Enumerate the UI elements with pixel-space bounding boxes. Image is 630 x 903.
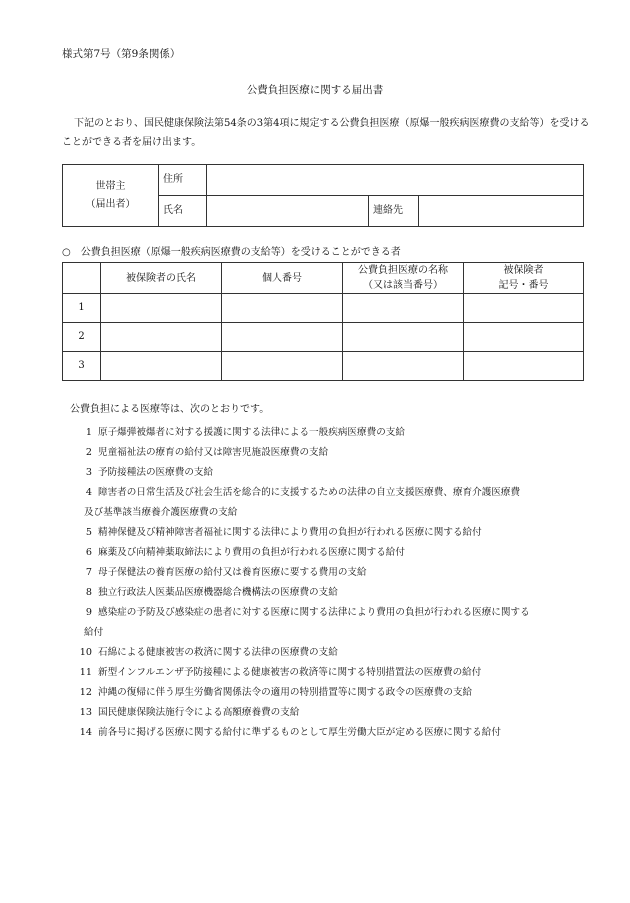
insured-name-field[interactable] bbox=[101, 352, 222, 381]
program-field[interactable] bbox=[343, 352, 464, 381]
individual-number-field[interactable] bbox=[222, 352, 343, 381]
name-label: 氏名 bbox=[159, 196, 207, 227]
table-row bbox=[63, 294, 584, 323]
item-text: 独立行政法人医薬品医療機器総合機構法の医療費の支給 bbox=[98, 587, 338, 598]
contact-label: 連絡先 bbox=[369, 196, 419, 227]
name-field[interactable] bbox=[207, 196, 369, 227]
item-number: 11 bbox=[79, 667, 92, 678]
list-item bbox=[78, 443, 598, 463]
item-number: 1 bbox=[85, 427, 92, 438]
address-label: 住所 bbox=[159, 165, 207, 196]
table-row bbox=[63, 323, 584, 352]
list-item bbox=[78, 523, 598, 543]
insured-name-header: 被保険者の氏名 bbox=[101, 263, 222, 294]
row-number: 2 bbox=[63, 323, 101, 352]
insured-id-field[interactable] bbox=[464, 294, 584, 323]
recipients-table bbox=[62, 262, 584, 381]
list-item bbox=[78, 463, 598, 483]
recipients-section-heading: ○ 公費負担医療（原爆一般疾病医療費の支給等）を受けることができる者 bbox=[62, 247, 401, 258]
contact-field[interactable] bbox=[419, 196, 584, 227]
item-number: 9 bbox=[85, 607, 92, 618]
item-number: 3 bbox=[85, 467, 92, 478]
list-item bbox=[78, 583, 598, 603]
item-text-continued: 及び基準該当療養介護医療費の支給 bbox=[84, 507, 238, 518]
applicant-table bbox=[62, 164, 584, 227]
item-number: 8 bbox=[85, 587, 92, 598]
programs-list bbox=[78, 423, 598, 743]
item-text: 麻薬及び向精神薬取締法により費用の負担が行われる医療に関する給付 bbox=[98, 547, 405, 558]
list-item bbox=[78, 643, 598, 663]
list-item bbox=[78, 543, 598, 563]
item-text-continued: 給付 bbox=[84, 627, 104, 638]
program-field[interactable] bbox=[343, 294, 464, 323]
intro-paragraph: 下記のとおり、国民健康保険法第54条の3第4項に規定する公費負担医療（原爆一般疾病医療費の支給等）を受けることができる者を届け出ます。 bbox=[62, 118, 590, 148]
item-number: 4 bbox=[85, 487, 92, 498]
list-item bbox=[78, 603, 598, 643]
item-number: 2 bbox=[85, 447, 92, 458]
item-text: 前各号に掲げる医療に関する給付に準ずるものとして厚生労働大臣が定める医療に関する給付 bbox=[98, 727, 501, 738]
item-text: 障害者の日常生活及び社会生活を総合的に支援するための法律の自立支援医療費、療育介護医療費 bbox=[98, 487, 521, 498]
individual-number-header: 個人番号 bbox=[222, 263, 343, 294]
address-field[interactable] bbox=[207, 165, 584, 196]
list-item bbox=[78, 423, 598, 443]
insured-id-field[interactable] bbox=[464, 323, 584, 352]
item-text: 新型インフルエンザ予防接種による健康被害の救済等に関する特別措置法の医療費の給付 bbox=[98, 667, 482, 678]
insured-id-header bbox=[464, 263, 584, 294]
program-field[interactable] bbox=[343, 323, 464, 352]
list-item bbox=[78, 663, 598, 683]
row-number-header bbox=[63, 263, 101, 294]
insured-id-header-line2: 記号・番号 bbox=[498, 280, 549, 291]
item-number: 10 bbox=[79, 647, 92, 658]
householder-label: 世帯主 bbox=[95, 180, 126, 192]
item-number: 12 bbox=[79, 687, 92, 698]
item-number: 13 bbox=[79, 707, 92, 718]
recipients-header-row bbox=[63, 263, 584, 294]
individual-number-field[interactable] bbox=[222, 323, 343, 352]
notifier-label: （届出者） bbox=[85, 198, 136, 210]
item-text: 母子保健法の養育医療の給付又は養育医療に要する費用の支給 bbox=[98, 567, 367, 578]
program-header-line1: 公費負担医療の名称 bbox=[358, 265, 448, 276]
program-header-line2: （又は該当番号） bbox=[363, 280, 443, 291]
item-number: 6 bbox=[85, 547, 92, 558]
document-title: 公費負担医療に関する届出書 bbox=[246, 84, 384, 96]
insured-name-field[interactable] bbox=[101, 294, 222, 323]
item-text: 沖縄の復帰に伴う厚生労働省関係法令の適用の特別措置等に関する政令の医療費の支給 bbox=[98, 687, 473, 698]
item-text: 児童福祉法の療育の給付又は障害児施設医療費の支給 bbox=[98, 447, 329, 458]
item-number: 14 bbox=[79, 727, 92, 738]
list-item bbox=[78, 563, 598, 583]
row-number: 3 bbox=[63, 352, 101, 381]
item-text: 感染症の予防及び感染症の患者に対する医療に関する法律により費用の負担が行われる医療に関する bbox=[98, 607, 530, 618]
program-header bbox=[343, 263, 464, 294]
item-number: 7 bbox=[85, 567, 92, 578]
insured-id-header-line1: 被保険者 bbox=[503, 265, 544, 276]
item-text: 国民健康保険法施行令による高額療養費の支給 bbox=[98, 707, 300, 718]
item-text: 予防接種法の医療費の支給 bbox=[98, 467, 214, 478]
item-number: 5 bbox=[85, 527, 92, 538]
individual-number-field[interactable] bbox=[222, 294, 343, 323]
item-text: 原子爆弾被爆者に対する援護に関する法律による一般疾病医療費の支給 bbox=[98, 427, 405, 438]
programs-heading: 公費負担による医療等は、次のとおりです。 bbox=[70, 404, 270, 415]
list-item bbox=[78, 683, 598, 703]
item-text: 精神保健及び精神障害者福祉に関する法律により費用の負担が行われる医療に関する給付 bbox=[98, 527, 482, 538]
form-number: 様式第7号（第9条関係） bbox=[62, 48, 181, 60]
insured-name-field[interactable] bbox=[101, 323, 222, 352]
table-row bbox=[63, 352, 584, 381]
list-item bbox=[78, 703, 598, 723]
list-item bbox=[78, 483, 598, 523]
item-text: 石綿による健康被害の救済に関する法律の医療費の支給 bbox=[98, 647, 338, 658]
list-item bbox=[78, 723, 598, 743]
insured-id-field[interactable] bbox=[464, 352, 584, 381]
row-number: 1 bbox=[63, 294, 101, 323]
householder-header-cell bbox=[63, 165, 159, 227]
